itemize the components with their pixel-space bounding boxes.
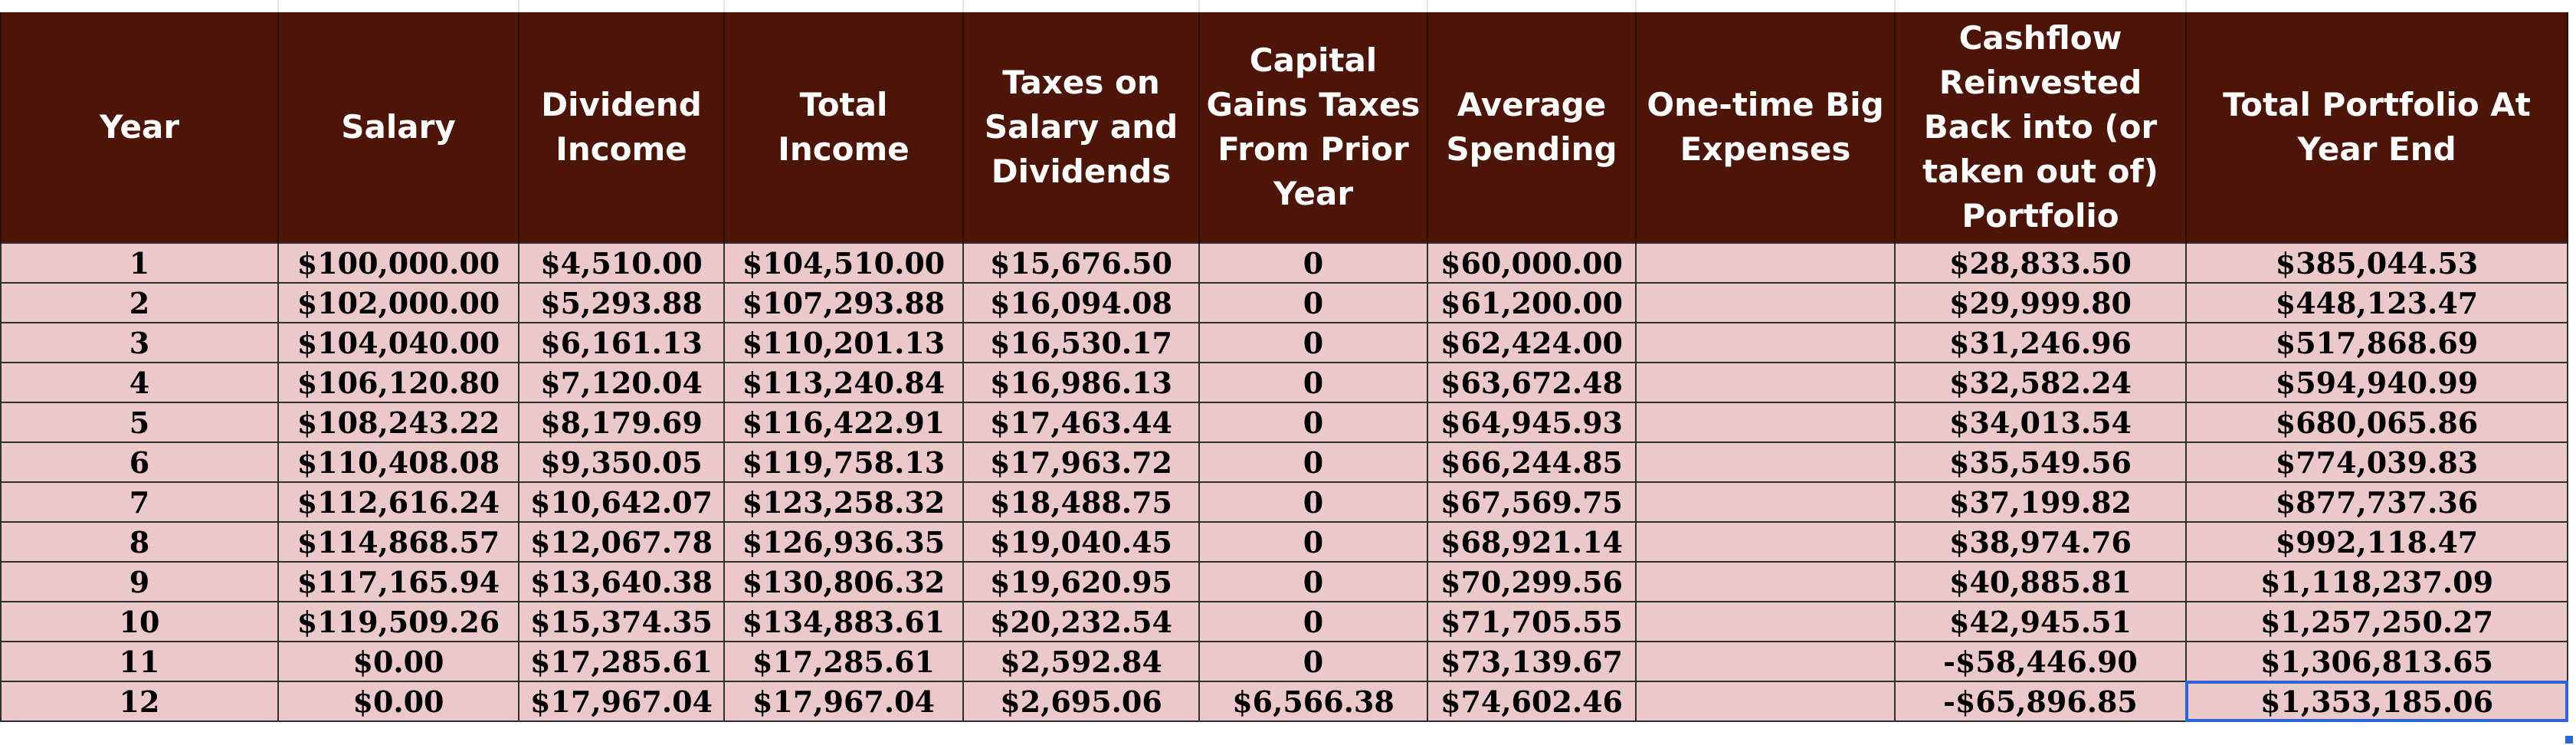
table-row xyxy=(1,323,2568,363)
table-row xyxy=(1,482,2568,522)
one-time-expenses-cell[interactable] xyxy=(1636,363,1895,402)
one-time-expenses-cell[interactable] xyxy=(1636,402,1895,442)
total-income-cell[interactable]: $107,293.88 xyxy=(724,283,963,323)
salary-cell[interactable]: $117,165.94 xyxy=(278,562,519,602)
capital-gains-taxes-cell[interactable]: 0 xyxy=(1199,442,1427,482)
capital-gains-taxes-cell[interactable]: 0 xyxy=(1199,522,1427,562)
dividend-income-cell[interactable]: $10,642.07 xyxy=(519,482,724,522)
header-cell-total-income[interactable]: Total Income xyxy=(724,12,963,243)
salary-cell[interactable]: $106,120.80 xyxy=(278,363,519,402)
taxes-cell[interactable]: $17,463.44 xyxy=(963,402,1199,442)
one-time-expenses-cell[interactable] xyxy=(1636,562,1895,602)
dividend-income-cell[interactable]: $8,179.69 xyxy=(519,402,724,442)
capital-gains-taxes-cell[interactable]: 0 xyxy=(1199,363,1427,402)
average-spending-cell[interactable]: $71,705.55 xyxy=(1427,602,1636,642)
table-row xyxy=(1,442,2568,482)
table-row xyxy=(1,243,2568,283)
cashflow-reinvested-cell[interactable]: $31,246.96 xyxy=(1895,323,2186,363)
total-income-cell[interactable]: $116,422.91 xyxy=(724,402,963,442)
total-portfolio-cell[interactable]: $517,868.69 xyxy=(2186,323,2568,363)
header-cell-average-spending[interactable]: Average Spending xyxy=(1427,12,1636,243)
dividend-income-cell[interactable]: $17,967.04 xyxy=(519,681,724,721)
average-spending-cell[interactable]: $64,945.93 xyxy=(1427,402,1636,442)
total-portfolio-cell[interactable]: $1,118,237.09 xyxy=(2186,562,2568,602)
table-row xyxy=(1,681,2568,721)
table-row xyxy=(1,283,2568,323)
taxes-cell[interactable]: $19,620.95 xyxy=(963,562,1199,602)
capital-gains-taxes-cell[interactable]: 0 xyxy=(1199,243,1427,283)
taxes-cell[interactable]: $16,094.08 xyxy=(963,283,1199,323)
total-income-cell[interactable]: $17,967.04 xyxy=(724,681,963,721)
average-spending-cell[interactable]: $61,200.00 xyxy=(1427,283,1636,323)
cashflow-reinvested-cell[interactable]: $35,549.56 xyxy=(1895,442,2186,482)
total-portfolio-cell[interactable]: $594,940.99 xyxy=(2186,363,2568,402)
average-spending-cell[interactable]: $62,424.00 xyxy=(1427,323,1636,363)
header-cell-cashflow-reinvested[interactable]: Cashflow Reinvested Back into (or taken out of) Portfolio xyxy=(1895,12,2186,243)
salary-cell[interactable]: $110,408.08 xyxy=(278,442,519,482)
dividend-income-cell[interactable]: $6,161.13 xyxy=(519,323,724,363)
cashflow-reinvested-cell[interactable]: -$65,896.85 xyxy=(1895,681,2186,721)
capital-gains-taxes-cell[interactable]: $6,566.38 xyxy=(1199,681,1427,721)
cashflow-reinvested-cell[interactable]: $34,013.54 xyxy=(1895,402,2186,442)
salary-cell[interactable]: $119,509.26 xyxy=(278,602,519,642)
header-cell-total-portfolio[interactable]: Total Portfolio At Year End xyxy=(2186,12,2568,243)
taxes-cell[interactable]: $19,040.45 xyxy=(963,522,1199,562)
total-income-cell[interactable]: $130,806.32 xyxy=(724,562,963,602)
table-row xyxy=(1,642,2568,681)
table-row xyxy=(1,363,2568,402)
total-portfolio-cell[interactable]: $385,044.53 xyxy=(2186,243,2568,283)
one-time-expenses-cell[interactable] xyxy=(1636,522,1895,562)
taxes-cell[interactable]: $2,592.84 xyxy=(963,642,1199,681)
total-income-cell[interactable]: $110,201.13 xyxy=(724,323,963,363)
header-cell-capital-gains-taxes[interactable]: Capital Gains Taxes From Prior Year xyxy=(1199,12,1427,243)
capital-gains-taxes-cell[interactable]: 0 xyxy=(1199,283,1427,323)
total-portfolio-cell[interactable]: $774,039.83 xyxy=(2186,442,2568,482)
one-time-expenses-cell[interactable] xyxy=(1636,243,1895,283)
table-body xyxy=(1,243,2568,721)
taxes-cell[interactable]: $16,986.13 xyxy=(963,363,1199,402)
salary-cell[interactable]: $112,616.24 xyxy=(278,482,519,522)
salary-cell[interactable]: $0.00 xyxy=(278,642,519,681)
year-cell[interactable]: 4 xyxy=(1,363,278,402)
taxes-cell[interactable]: $2,695.06 xyxy=(963,681,1199,721)
total-income-cell[interactable]: $134,883.61 xyxy=(724,602,963,642)
total-income-cell[interactable]: $113,240.84 xyxy=(724,363,963,402)
total-income-cell[interactable]: $104,510.00 xyxy=(724,243,963,283)
year-cell[interactable]: 10 xyxy=(1,602,278,642)
one-time-expenses-cell[interactable] xyxy=(1636,681,1895,721)
capital-gains-taxes-cell[interactable]: 0 xyxy=(1199,402,1427,442)
year-cell[interactable]: 8 xyxy=(1,522,278,562)
capital-gains-taxes-cell[interactable]: 0 xyxy=(1199,562,1427,602)
taxes-cell[interactable]: $15,676.50 xyxy=(963,243,1199,283)
header-cell-salary[interactable]: Salary xyxy=(278,12,519,243)
salary-cell[interactable]: $104,040.00 xyxy=(278,323,519,363)
total-portfolio-cell[interactable]: $680,065.86 xyxy=(2186,402,2568,442)
table-row xyxy=(1,562,2568,602)
year-cell[interactable]: 7 xyxy=(1,482,278,522)
capital-gains-taxes-cell[interactable]: 0 xyxy=(1199,642,1427,681)
salary-cell[interactable]: $102,000.00 xyxy=(278,283,519,323)
salary-cell[interactable]: $108,243.22 xyxy=(278,402,519,442)
one-time-expenses-cell[interactable] xyxy=(1636,482,1895,522)
year-cell[interactable]: 3 xyxy=(1,323,278,363)
average-spending-cell[interactable]: $70,299.56 xyxy=(1427,562,1636,602)
salary-cell[interactable]: $114,868.57 xyxy=(278,522,519,562)
year-cell[interactable]: 6 xyxy=(1,442,278,482)
taxes-cell[interactable]: $20,232.54 xyxy=(963,602,1199,642)
total-income-cell[interactable]: $126,936.35 xyxy=(724,522,963,562)
total-income-cell[interactable]: $123,258.32 xyxy=(724,482,963,522)
header-cell-year[interactable]: Year xyxy=(1,12,278,243)
year-cell[interactable]: 1 xyxy=(1,243,278,283)
total-portfolio-cell[interactable]: $877,737.36 xyxy=(2186,482,2568,522)
cashflow-reinvested-cell[interactable]: $32,582.24 xyxy=(1895,363,2186,402)
table-row xyxy=(1,602,2568,642)
total-portfolio-cell[interactable]: $992,118.47 xyxy=(2186,522,2568,562)
capital-gains-taxes-cell[interactable]: 0 xyxy=(1199,323,1427,363)
dividend-income-cell[interactable]: $17,285.61 xyxy=(519,642,724,681)
header-cell-one-time-expenses[interactable]: One-time Big Expenses xyxy=(1636,12,1895,243)
cashflow-reinvested-cell[interactable]: $42,945.51 xyxy=(1895,602,2186,642)
capital-gains-taxes-cell[interactable]: 0 xyxy=(1199,482,1427,522)
salary-cell[interactable]: $100,000.00 xyxy=(278,243,519,283)
one-time-expenses-cell[interactable] xyxy=(1636,602,1895,642)
average-spending-cell[interactable]: $63,672.48 xyxy=(1427,363,1636,402)
total-portfolio-cell[interactable]: $448,123.47 xyxy=(2186,283,2568,323)
taxes-cell[interactable]: $18,488.75 xyxy=(963,482,1199,522)
year-cell[interactable]: 5 xyxy=(1,402,278,442)
table-row xyxy=(1,402,2568,442)
average-spending-cell[interactable]: $66,244.85 xyxy=(1427,442,1636,482)
average-spending-cell[interactable]: $68,921.14 xyxy=(1427,522,1636,562)
average-spending-cell[interactable]: $60,000.00 xyxy=(1427,243,1636,283)
one-time-expenses-cell[interactable] xyxy=(1636,283,1895,323)
dividend-income-cell[interactable]: $7,120.04 xyxy=(519,363,724,402)
total-portfolio-cell[interactable]: $1,257,250.27 xyxy=(2186,602,2568,642)
cashflow-reinvested-cell[interactable]: $38,974.76 xyxy=(1895,522,2186,562)
year-cell[interactable]: 12 xyxy=(1,681,278,721)
year-cell[interactable]: 2 xyxy=(1,283,278,323)
cashflow-reinvested-cell[interactable]: $40,885.81 xyxy=(1895,562,2186,602)
one-time-expenses-cell[interactable] xyxy=(1636,323,1895,363)
one-time-expenses-cell[interactable] xyxy=(1636,442,1895,482)
table-row xyxy=(1,522,2568,562)
header-cell-dividend-income[interactable]: Dividend Income xyxy=(519,12,724,243)
dividend-income-cell[interactable]: $5,293.88 xyxy=(519,283,724,323)
dividend-income-cell[interactable]: $12,067.78 xyxy=(519,522,724,562)
selected-cell[interactable]: $1,353,185.06 xyxy=(2186,681,2568,721)
average-spending-cell[interactable]: $74,602.46 xyxy=(1427,681,1636,721)
capital-gains-taxes-cell[interactable]: 0 xyxy=(1199,602,1427,642)
taxes-cell[interactable]: $17,963.72 xyxy=(963,442,1199,482)
cashflow-reinvested-cell[interactable]: -$58,446.90 xyxy=(1895,642,2186,681)
year-cell[interactable]: 9 xyxy=(1,562,278,602)
dividend-income-cell[interactable]: $13,640.38 xyxy=(519,562,724,602)
total-portfolio-cell[interactable]: $1,306,813.65 xyxy=(2186,642,2568,681)
total-income-cell[interactable]: $17,285.61 xyxy=(724,642,963,681)
year-cell[interactable]: 11 xyxy=(1,642,278,681)
cashflow-reinvested-cell[interactable]: $37,199.82 xyxy=(1895,482,2186,522)
salary-cell[interactable]: $0.00 xyxy=(278,681,519,721)
one-time-expenses-cell[interactable] xyxy=(1636,642,1895,681)
cashflow-reinvested-cell[interactable]: $29,999.80 xyxy=(1895,283,2186,323)
dividend-income-cell[interactable]: $4,510.00 xyxy=(519,243,724,283)
cashflow-reinvested-cell[interactable]: $28,833.50 xyxy=(1895,243,2186,283)
header-cell-taxes-salary-dividends[interactable]: Taxes on Salary and Dividends xyxy=(963,12,1199,243)
dividend-income-cell[interactable]: $15,374.35 xyxy=(519,602,724,642)
dividend-income-cell[interactable]: $9,350.05 xyxy=(519,442,724,482)
total-income-cell[interactable]: $119,758.13 xyxy=(724,442,963,482)
header-row xyxy=(1,12,2568,243)
average-spending-cell[interactable]: $67,569.75 xyxy=(1427,482,1636,522)
average-spending-cell[interactable]: $73,139.67 xyxy=(1427,642,1636,681)
taxes-cell[interactable]: $16,530.17 xyxy=(963,323,1199,363)
portfolio-projection-table xyxy=(0,12,2568,722)
